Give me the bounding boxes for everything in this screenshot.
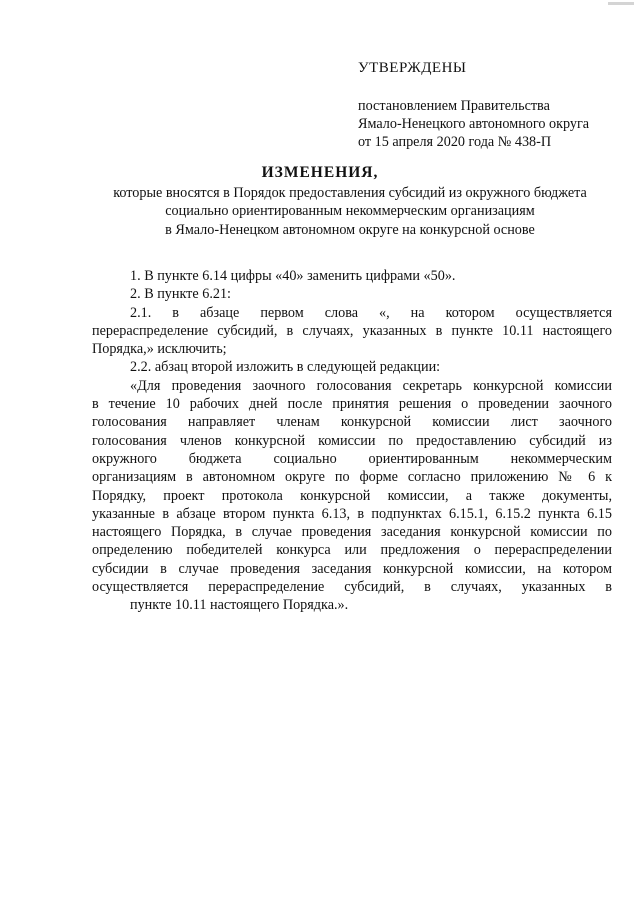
body-line: субсидии в случае проведения заседания конкурсной комиссии, на котором <box>92 560 612 577</box>
body-line: в течение 10 рабочих дней после принятия решения о проведении заочного <box>92 396 612 413</box>
body-line: настоящего Порядка, в случае проведения заседания конкурсной комиссии по <box>92 524 612 541</box>
body-line: пункте 10.11 настоящего Порядка.». <box>130 597 349 614</box>
scan-mark <box>608 2 634 5</box>
body-line: окружного бюджета социально ориентированным некоммерческим <box>92 450 612 467</box>
body-line: 2.1. в абзаце первом слова «, на котором осуществляется <box>130 304 612 321</box>
document-body <box>92 267 612 615</box>
document-title: ИЗМЕНЕНИЯ, <box>261 164 379 181</box>
body-line: Порядка,» исключить; <box>92 341 227 358</box>
body-line: организациям в автономном округе по форме согласно приложению № 6 к <box>92 469 612 486</box>
body-line: осуществляется перераспределение субсидий, в случаях, указанных в <box>92 579 612 596</box>
approval-line: от 15 апреля 2020 года № 438-П <box>358 134 552 150</box>
subtitle-line: которые вносятся в Порядок предоставления субсидий из окружного бюджета <box>113 185 587 201</box>
body-line: «Для проведения заочного голосования секретарь конкурсной комиссии <box>130 377 612 394</box>
body-line: определению победителей конкурса или предложения о перераспределении <box>92 542 612 559</box>
body-line: голосования членов конкурсной комиссии по предоставлению субсидий из <box>92 432 612 449</box>
body-line: 2.2. абзац второй изложить в следующей редакции: <box>130 359 441 376</box>
body-line: перераспределение субсидий, в случаях, указанных в пункте 10.11 настоящего <box>92 322 612 339</box>
body-line: 1. В пункте 6.14 цифры «40» заменить цифрами «50». <box>130 268 456 284</box>
body-line: 2. В пункте 6.21: <box>130 286 231 303</box>
approval-heading: УТВЕРЖДЕНЫ <box>358 60 467 76</box>
body-line: указанные в абзаце втором пункта 6.13, в подпунктах 6.15.1, 6.15.2 пункта 6.15 <box>92 505 612 522</box>
subtitle-line: в Ямало-Ненецком автономном округе на конкурсной основе <box>165 221 535 238</box>
subtitle-line: социально ориентированным некоммерческим организациям <box>165 203 535 220</box>
approval-line: Ямало-Ненецкого автономного округа <box>358 116 590 132</box>
body-line: голосования направляет членам конкурсной комиссии лист заочного <box>92 414 612 431</box>
approval-block <box>358 97 628 151</box>
document-subtitle <box>60 184 640 239</box>
approval-line: постановлением Правительства <box>358 98 550 114</box>
body-line: Порядку, проект протокола конкурсной комиссии, а также документы, <box>92 487 612 504</box>
